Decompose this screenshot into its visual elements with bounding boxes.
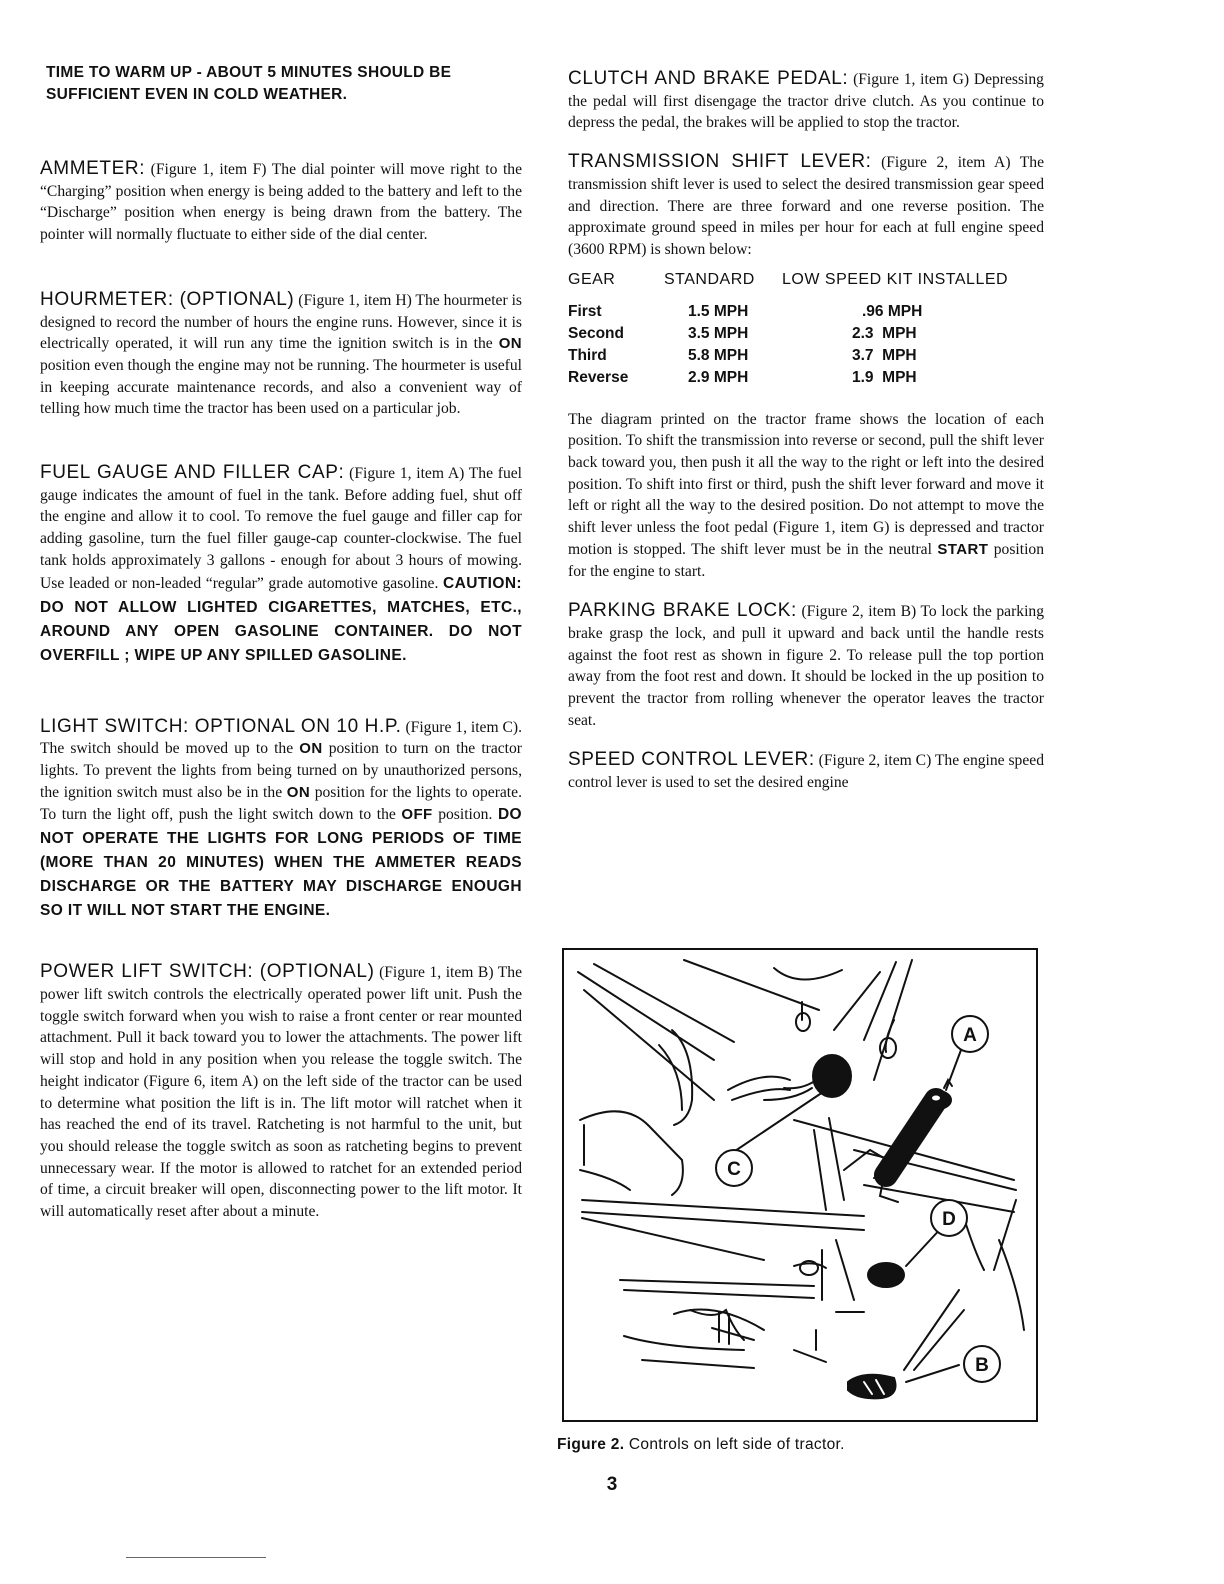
table-header: STANDARD	[664, 270, 755, 288]
table-row	[568, 345, 1008, 367]
table-cell: First	[568, 302, 602, 320]
shift-body-cont: position for the engine to start.	[568, 540, 1045, 580]
table-cell: 2.9 MPH	[688, 368, 749, 386]
light-body-cont: position to turn on the tractor lights. To prevent the lights from being turned on by unauthorized persons, the ignition switch must also be in the	[40, 740, 523, 801]
parking-brake-heading: PARKING BRAKE LOCK:	[568, 600, 797, 622]
speed-control-heading: SPEED CONTROL LEVER:	[568, 749, 815, 771]
shift-instructions	[568, 409, 1044, 583]
light-body: (Figure 1, item C). The switch should be moved up to the	[40, 718, 522, 758]
fuel-body: (Figure 1, item A) The fuel gauge indicates the amount of fuel in the tank. Before adding fuel, shut off the engine and allow it to cool. To remove the fuel gauge and filler cap for adding gasoline, turn the fuel filler gauge-cap counter-clockwise. The fuel tank holds approximately 3 gallons - enough for about 3 hours of mowing. Use leaded or non-leaded “regular” grade automotive gasoline.	[40, 465, 523, 592]
fuel-heading: FUEL GAUGE AND FILLER CAP:	[40, 462, 345, 484]
start-label: START	[937, 540, 989, 558]
left-column	[40, 62, 522, 1223]
callout-d	[931, 1200, 967, 1236]
table-cell: 1.9 MPH	[852, 368, 917, 386]
callout-d-label: D	[942, 1209, 956, 1230]
table-cell: Third	[568, 346, 607, 364]
transmission-heading: TRANSMISSION SHIFT LEVER:	[568, 151, 872, 173]
clutch-heading: CLUTCH AND BRAKE PEDAL:	[568, 68, 849, 89]
footer-rule	[126, 1557, 266, 1558]
speed-control-body: (Figure 2, item C) The engine speed control lever is used to set the desired engine	[568, 752, 1044, 792]
hourmeter-heading: HOURMETER: (OPTIONAL)	[40, 288, 295, 310]
table-cell: Reverse	[568, 368, 629, 386]
table-cell: 3.7 MPH	[852, 346, 917, 364]
page-number: 3	[606, 1474, 618, 1495]
parking-brake-body: (Figure 2, item B) To lock the parking brake grasp the lock, and pull it upward and back until the handle rests against the foot rest as shown in figure 2. To release pull the top portion away from the foot rest and down. It should be locked in the up position to prevent the tractor from rolling whenever the operator leaves the tractor seat.	[568, 603, 1045, 729]
table-cell: 2.3 MPH	[852, 324, 917, 342]
on-label: ON	[286, 783, 311, 801]
ammeter-heading: AMMETER:	[40, 158, 146, 179]
speed-control-section	[568, 749, 1044, 793]
hourmeter-body-cont: position even though the engine may not be running. The hourmeter is useful in keeping accurate maintenance records, and also a convenient way of telling how much time the tractor has been used on a particular job.	[40, 356, 522, 418]
table-header: LOW SPEED KIT INSTALLED	[782, 270, 1009, 288]
shift-lever-a	[880, 1091, 951, 1202]
off-label: OFF	[401, 806, 433, 824]
on-label: ON	[498, 335, 523, 353]
transmission-body: (Figure 2, item A) The transmission shift lever is used to select the desired transmission gear speed and direction. There are three forward and one reverse position. The approximate ground speed in miles per hour for each at full engine speed (3600 RPM) is shown below:	[568, 154, 1044, 258]
parking-brake-section	[568, 600, 1044, 731]
callout-c-label: C	[727, 1159, 741, 1180]
figure-2-illustration	[562, 948, 1038, 1422]
table-row	[568, 367, 1008, 389]
callout-c	[716, 1150, 752, 1186]
power-lift-body: (Figure 1, item B) The power lift switch controls the electrically operated power lift unit. Push the toggle switch forward when you wish to raise a front center or rear mounted attachment. Pull it back toward you to lower the attachments. The power lift will stop and hold in any position when you release the toggle switch. The height indicator (Figure 6, item A) on the left side of the tractor can be used to determine what position the lift is in. The lift motor will ratchet when it has reached the end of its travel. Ratcheting is not harmful to the unit, but you should release the toggle switch as soon as ratcheting begins to prevent unnecessary wear. If the motor is allowed to ratchet for an extended period of time, a circuit breaker will open, disconnecting power to the lift motor. It will automatically reset after about a minute.	[40, 964, 523, 1221]
table-cell: 5.8 MPH	[688, 346, 749, 364]
figure-caption-label: Figure 2.	[557, 1436, 625, 1453]
table-cell: Second	[568, 324, 624, 342]
on-label: ON	[299, 740, 323, 758]
shift-body: The diagram printed on the tractor frame shows the location of each position. To shift the transmission into reverse or second, pull the shift lever back toward you, then push it all the way to the right or left into the desired position. To shift into first or third, push the shift lever forward and move it left or right all the way to the desired position. Do not attempt to move the shift lever unless the foot pedal (Figure 1, item G) is depressed and tractor motion is stopped. The shift lever must be in the neutral	[568, 410, 1044, 558]
callout-a	[952, 1016, 988, 1052]
light-warning: DO NOT OPERATE THE LIGHTS FOR LONG PERIODS OF TIME (MORE THAN 20 MINUTES) WHEN THE AMMETER READS DISCHARGE OR THE BATTERY MAY DISCHARGE ENOUGH SO IT WILL NOT START THE ENGINE.	[40, 806, 523, 920]
table-cell: 3.5 MPH	[688, 324, 749, 342]
light-switch-heading: LIGHT SWITCH: OPTIONAL ON 10 H.P.	[40, 715, 402, 737]
table-row	[568, 301, 1008, 323]
right-column	[568, 68, 1044, 794]
table-header-row	[568, 271, 1008, 301]
ammeter-body: (Figure 1, item F) The dial pointer will move right to the “Charging” position when energy is being added to the battery and left to the “Discharge” position when energy is being drawn from the battery. The pointer will normally fluctuate to either side of the dial center.	[40, 161, 522, 244]
callout-b	[964, 1346, 1000, 1382]
clutch-body: (Figure 1, item G) Depressing the pedal will first disengage the tractor drive clutch. As you continue to depress the pedal, the brakes will be applied to stop the tractor.	[568, 71, 1044, 132]
clutch-section	[568, 68, 1044, 134]
warm-up-note: TIME TO WARM UP - ABOUT 5 MINUTES SHOULD BE SUFFICIENT EVEN IN COLD WEATHER.	[46, 64, 452, 103]
callout-b-label: B	[975, 1355, 989, 1376]
fuel-caution: CAUTION: DO NOT ALLOW LIGHTED CIGARETTES, MATCHES, ETC., AROUND ANY OPEN GASOLINE CONTAINER. DO NOT OVERFILL ; WIPE UP ANY SPILLED GASOLINE.	[40, 574, 522, 664]
light-body-cont: position for the lights to operate. To turn the light off, push the light switch down to the	[40, 783, 522, 824]
figure-caption	[557, 1436, 845, 1454]
hourmeter-section	[40, 289, 522, 420]
hourmeter-body: (Figure 1, item H) The hourmeter is designed to record the number of hours the engine runs. However, since it is electrically operated, it will run any time the ignition switch is in the	[40, 291, 522, 353]
gear-speed-table	[568, 271, 1008, 389]
callout-a-label: A	[963, 1025, 977, 1046]
light-switch-section	[40, 716, 522, 924]
table-row	[568, 323, 1008, 345]
power-lift-heading: POWER LIFT SWITCH: (OPTIONAL)	[40, 961, 375, 983]
table-header: GEAR	[568, 270, 616, 288]
table-cell: .96 MPH	[862, 302, 923, 320]
fuel-section	[40, 462, 522, 668]
figure-caption-text: Controls on left side of tractor.	[628, 1436, 845, 1453]
knob-d	[868, 1263, 904, 1287]
transmission-section	[568, 151, 1044, 261]
ammeter-section	[40, 158, 522, 246]
power-lift-section	[40, 961, 522, 1222]
parking-brake-b	[848, 1375, 896, 1399]
table-cell: 1.5 MPH	[688, 302, 749, 320]
light-body-cont: position.	[438, 806, 493, 824]
